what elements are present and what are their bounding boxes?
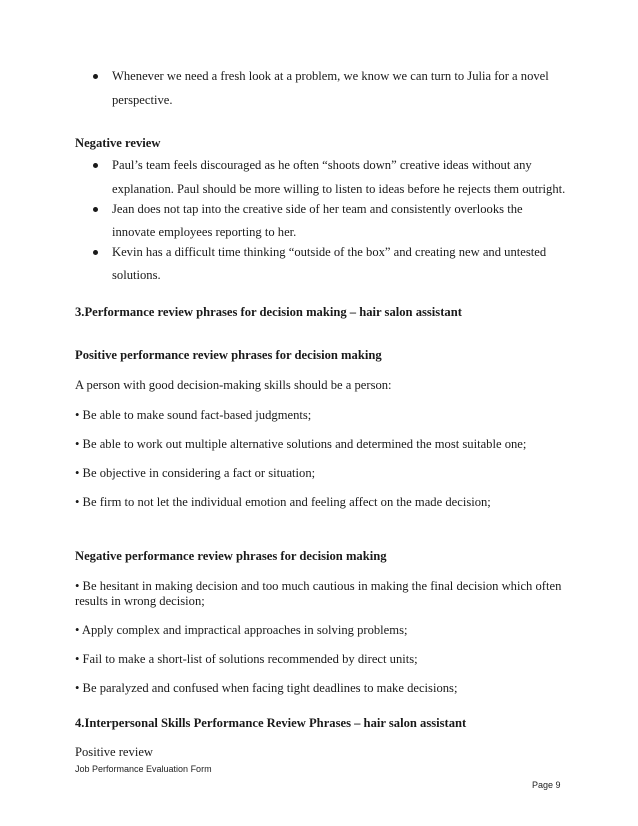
negative-decision-heading: Negative performance review phrases for decision making: [75, 549, 387, 563]
section-4-subheading: Positive review: [75, 745, 153, 759]
positive-decision-heading: Positive performance review phrases for decision making: [75, 348, 382, 362]
negative-decision-item-4: • Be paralyzed and confused when facing tight deadlines to make decisions;: [75, 681, 458, 695]
intro-bullet-line-1: Whenever we need a fresh look at a problem, we know we can turn to Julia for a novel: [112, 69, 549, 83]
intro-bullet-line-2: perspective.: [112, 93, 173, 107]
negative-bullet-3-line-2: solutions.: [112, 268, 161, 282]
positive-decision-intro: A person with good decision-making skills should be a person:: [75, 378, 392, 392]
negative-bullet-1-line-2: explanation. Paul should be more willing to listen to ideas before he rejects them outright.: [112, 182, 566, 196]
negative-bullet-3-line-1: Kevin has a difficult time thinking “outside of the box” and creating new and untested: [112, 245, 547, 259]
section-4-heading: 4.Interpersonal Skills Performance Review Phrases – hair salon assistant: [75, 716, 467, 730]
footer-form-title: Job Performance Evaluation Form: [75, 764, 212, 774]
positive-decision-item-3: • Be objective in considering a fact or situation;: [75, 466, 316, 480]
negative-decision-item-2: • Apply complex and impractical approaches in solving problems;: [75, 623, 408, 637]
positive-decision-item-2: • Be able to work out multiple alternative solutions and determined the most suitable one;: [75, 437, 527, 451]
negative-decision-item-3: • Fail to make a short-list of solutions recommended by direct units;: [75, 652, 418, 666]
section-3-heading: 3.Performance review phrases for decision making – hair salon assistant: [75, 305, 462, 319]
bullet-icon: [93, 207, 98, 212]
positive-decision-item-4: • Be firm to not let the individual emotion and feeling affect on the made decision;: [75, 495, 491, 509]
bullet-icon: [93, 250, 98, 255]
negative-decision-item-1-line-2: results in wrong decision;: [75, 594, 205, 608]
negative-bullet-1-line-1: Paul’s team feels discouraged as he often “shoots down” creative ideas without any: [112, 158, 532, 172]
footer-page-number: Page 9: [532, 780, 561, 790]
negative-decision-item-1-line-1: • Be hesitant in making decision and too much cautious in making the final decision which often: [75, 579, 562, 593]
bullet-icon: [93, 74, 98, 79]
positive-decision-item-1: • Be able to make sound fact-based judgments;: [75, 408, 312, 422]
negative-review-heading: Negative review: [75, 136, 161, 150]
bullet-icon: [93, 163, 98, 168]
negative-bullet-2-line-1: Jean does not tap into the creative side of her team and consistently overlooks the: [112, 202, 523, 216]
negative-bullet-2-line-2: innovate employees reporting to her.: [112, 225, 297, 239]
